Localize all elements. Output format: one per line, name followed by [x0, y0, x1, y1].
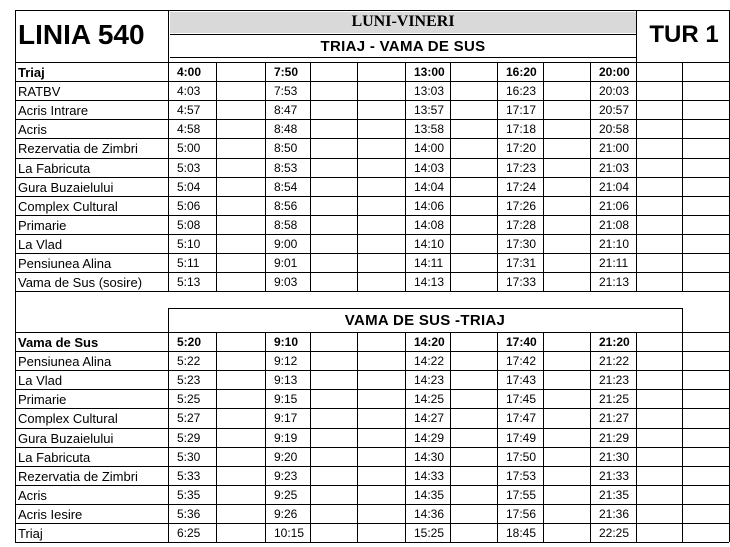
- departure-time: 14:27: [414, 411, 445, 425]
- departure-time: 9:01: [274, 256, 298, 270]
- departure-time: 9:20: [274, 450, 298, 464]
- stop-name: Pensiunea Alina: [18, 354, 112, 369]
- departure-time: 5:27: [177, 411, 201, 425]
- departure-time: 9:10: [274, 335, 299, 349]
- direction-title-outbound: TRIAJ - VAMA DE SUS: [320, 38, 486, 55]
- departure-time: 9:15: [274, 392, 298, 406]
- departure-time: 14:35: [414, 488, 445, 502]
- departure-time: 5:22: [177, 354, 201, 368]
- stop-name: La Vlad: [18, 237, 63, 252]
- departure-time: 20:00: [599, 65, 630, 79]
- departure-time: 8:53: [274, 161, 298, 175]
- departure-time: 17:28: [506, 218, 537, 232]
- departure-time: 5:25: [177, 392, 201, 406]
- stop-name: Acris Iesire: [18, 507, 83, 522]
- departure-time: 9:25: [274, 488, 298, 502]
- departure-time: 17:17: [506, 103, 537, 117]
- stop-name: Triaj: [18, 65, 45, 80]
- grid-line: [636, 10, 637, 62]
- departure-time: 16:23: [506, 84, 537, 98]
- departure-time: 4:58: [177, 122, 201, 136]
- departure-time: 21:13: [599, 275, 630, 289]
- departure-time: 18:45: [506, 526, 537, 540]
- departure-time: 9:26: [274, 507, 298, 521]
- grid-line: [310, 62, 311, 291]
- route-title: LINIA 540: [18, 19, 145, 50]
- grid-line: [15, 10, 729, 11]
- departure-time: 13:03: [414, 84, 445, 98]
- departure-time: 5:29: [177, 431, 201, 445]
- stop-name: Rezervatia de Zimbri: [18, 469, 138, 484]
- departure-time: 9:00: [274, 237, 298, 251]
- departure-time: 20:03: [599, 84, 630, 98]
- departure-time: 8:47: [274, 103, 298, 117]
- departure-time: 20:58: [599, 122, 630, 136]
- departure-time: 21:25: [599, 392, 630, 406]
- departure-time: 8:48: [274, 122, 298, 136]
- grid-line: [170, 34, 636, 35]
- grid-line: [450, 332, 451, 542]
- departure-time: 21:03: [599, 161, 630, 175]
- departure-time: 21:35: [599, 488, 630, 502]
- departure-time: 21:10: [599, 237, 630, 251]
- departure-time: 17:49: [506, 431, 537, 445]
- departure-time: 5:04: [177, 180, 201, 194]
- grid-line: [357, 62, 358, 291]
- departure-time: 21:27: [599, 411, 630, 425]
- departure-time: 5:35: [177, 488, 201, 502]
- departure-time: 14:33: [414, 469, 445, 483]
- departure-time: 7:50: [274, 65, 299, 79]
- days-banner: LUNI-VINERI: [170, 12, 636, 33]
- departure-time: 9:17: [274, 411, 298, 425]
- stop-name: Complex Cultural: [18, 199, 118, 214]
- departure-time: 21:29: [599, 431, 630, 445]
- departure-time: 21:08: [599, 218, 630, 232]
- departure-time: 14:30: [414, 450, 445, 464]
- departure-time: 5:20: [177, 335, 202, 349]
- departure-time: 17:18: [506, 122, 537, 136]
- departure-time: 16:20: [506, 65, 537, 79]
- departure-time: 4:00: [177, 65, 202, 79]
- grid-line: [216, 332, 217, 542]
- departure-time: 17:45: [506, 392, 537, 406]
- departure-time: 5:10: [177, 237, 201, 251]
- grid-line: [682, 62, 683, 291]
- departure-time: 5:00: [177, 141, 201, 155]
- grid-line: [170, 57, 636, 58]
- departure-time: 17:47: [506, 411, 537, 425]
- departure-time: 14:20: [414, 335, 445, 349]
- grid-line: [15, 291, 16, 332]
- departure-time: 14:13: [414, 275, 445, 289]
- grid-line: [15, 291, 729, 292]
- departure-time: 5:13: [177, 275, 201, 289]
- departure-time: 17:50: [506, 450, 537, 464]
- departure-time: 4:57: [177, 103, 201, 117]
- departure-time: 14:08: [414, 218, 445, 232]
- stop-name: Pensiunea Alina: [18, 256, 112, 271]
- departure-time: 15:25: [414, 526, 445, 540]
- grid-line: [310, 332, 311, 542]
- departure-time: 8:50: [274, 141, 298, 155]
- grid-line: [636, 62, 637, 291]
- departure-time: 13:58: [414, 122, 445, 136]
- stop-name: RATBV: [18, 84, 61, 99]
- departure-time: 14:04: [414, 180, 445, 194]
- departure-time: 9:19: [274, 431, 298, 445]
- stop-name: Acris: [18, 488, 47, 503]
- departure-time: 13:57: [414, 103, 445, 117]
- departure-time: 21:11: [599, 256, 629, 270]
- departure-time: 21:23: [599, 373, 630, 387]
- departure-time: 10:15: [274, 526, 305, 540]
- departure-time: 8:58: [274, 218, 298, 232]
- grid-line: [168, 308, 682, 309]
- departure-time: 17:43: [506, 373, 537, 387]
- stop-name: Acris: [18, 122, 47, 137]
- departure-time: 14:00: [414, 141, 445, 155]
- departure-time: 5:30: [177, 450, 201, 464]
- departure-time: 21:22: [599, 354, 630, 368]
- departure-time: 14:25: [414, 392, 445, 406]
- stop-name: La Fabricuta: [18, 450, 91, 465]
- grid-line: [216, 62, 217, 291]
- departure-time: 17:26: [506, 199, 537, 213]
- stop-name: Complex Cultural: [18, 411, 118, 426]
- departure-time: 9:23: [274, 469, 298, 483]
- departure-time: 14:03: [414, 161, 445, 175]
- stop-name: La Vlad: [18, 373, 63, 388]
- departure-time: 5:36: [177, 507, 201, 521]
- stop-name: Gura Buzaielului: [18, 431, 114, 446]
- departure-time: 17:56: [506, 507, 537, 521]
- grid-line: [682, 308, 683, 332]
- departure-time: 21:00: [599, 141, 630, 155]
- direction-title-return: VAMA DE SUS -TRIAJ: [344, 312, 506, 329]
- stop-name: Primarie: [18, 218, 67, 233]
- departure-time: 9:12: [274, 354, 298, 368]
- departure-time: 5:03: [177, 161, 201, 175]
- departure-time: 14:29: [414, 431, 445, 445]
- departure-time: 5:23: [177, 373, 201, 387]
- departure-time: 14:36: [414, 507, 445, 521]
- departure-time: 4:03: [177, 84, 201, 98]
- departure-time: 21:06: [599, 199, 630, 213]
- departure-time: 17:31: [506, 256, 537, 270]
- departure-time: 14:23: [414, 373, 445, 387]
- departure-time: 13:00: [414, 65, 445, 79]
- departure-time: 17:24: [506, 180, 537, 194]
- departure-time: 21:33: [599, 469, 630, 483]
- departure-time: 20:57: [599, 103, 630, 117]
- grid-line: [168, 10, 169, 62]
- grid-line: [15, 542, 729, 543]
- tur-label: TUR 1: [649, 21, 719, 48]
- departure-time: 17:42: [506, 354, 537, 368]
- stop-name: Acris Intrare: [18, 103, 89, 118]
- departure-time: 14:11: [414, 256, 444, 270]
- grid-line: [682, 332, 683, 542]
- departure-time: 22:25: [599, 526, 630, 540]
- departure-time: 9:13: [274, 373, 298, 387]
- stop-name: Rezervatia de Zimbri: [18, 141, 138, 156]
- departure-time: 14:06: [414, 199, 445, 213]
- grid-line: [543, 62, 544, 291]
- grid-line: [357, 332, 358, 542]
- grid-line: [15, 10, 16, 62]
- grid-line: [168, 308, 169, 332]
- departure-time: 17:30: [506, 237, 537, 251]
- stop-name: Gura Buzaielului: [18, 180, 114, 195]
- departure-time: 8:56: [274, 199, 298, 213]
- departure-time: 17:40: [506, 335, 537, 349]
- departure-time: 6:25: [177, 526, 201, 540]
- departure-time: 14:10: [414, 237, 445, 251]
- departure-time: 17:33: [506, 275, 537, 289]
- departure-time: 17:23: [506, 161, 537, 175]
- departure-time: 5:08: [177, 218, 201, 232]
- departure-time: 5:11: [177, 256, 200, 270]
- departure-time: 21:36: [599, 507, 630, 521]
- departure-time: 21:04: [599, 180, 630, 194]
- departure-time: 5:33: [177, 469, 201, 483]
- stop-name: Vama de Sus: [18, 335, 99, 350]
- departure-time: 5:06: [177, 199, 201, 213]
- stop-name: Triaj: [18, 526, 43, 541]
- stop-name: Vama de Sus (sosire): [18, 275, 143, 290]
- departure-time: 14:22: [414, 354, 445, 368]
- departure-time: 17:55: [506, 488, 537, 502]
- grid-line: [636, 332, 637, 542]
- grid-line: [450, 62, 451, 291]
- departure-time: 17:20: [506, 141, 537, 155]
- departure-time: 21:30: [599, 450, 630, 464]
- departure-time: 21:20: [599, 335, 630, 349]
- departure-time: 9:03: [274, 275, 298, 289]
- departure-time: 8:54: [274, 180, 298, 194]
- departure-time: 17:53: [506, 469, 537, 483]
- grid-line: [543, 332, 544, 542]
- stop-name: Primarie: [18, 392, 67, 407]
- departure-time: 7:53: [274, 84, 298, 98]
- stop-name: La Fabricuta: [18, 161, 91, 176]
